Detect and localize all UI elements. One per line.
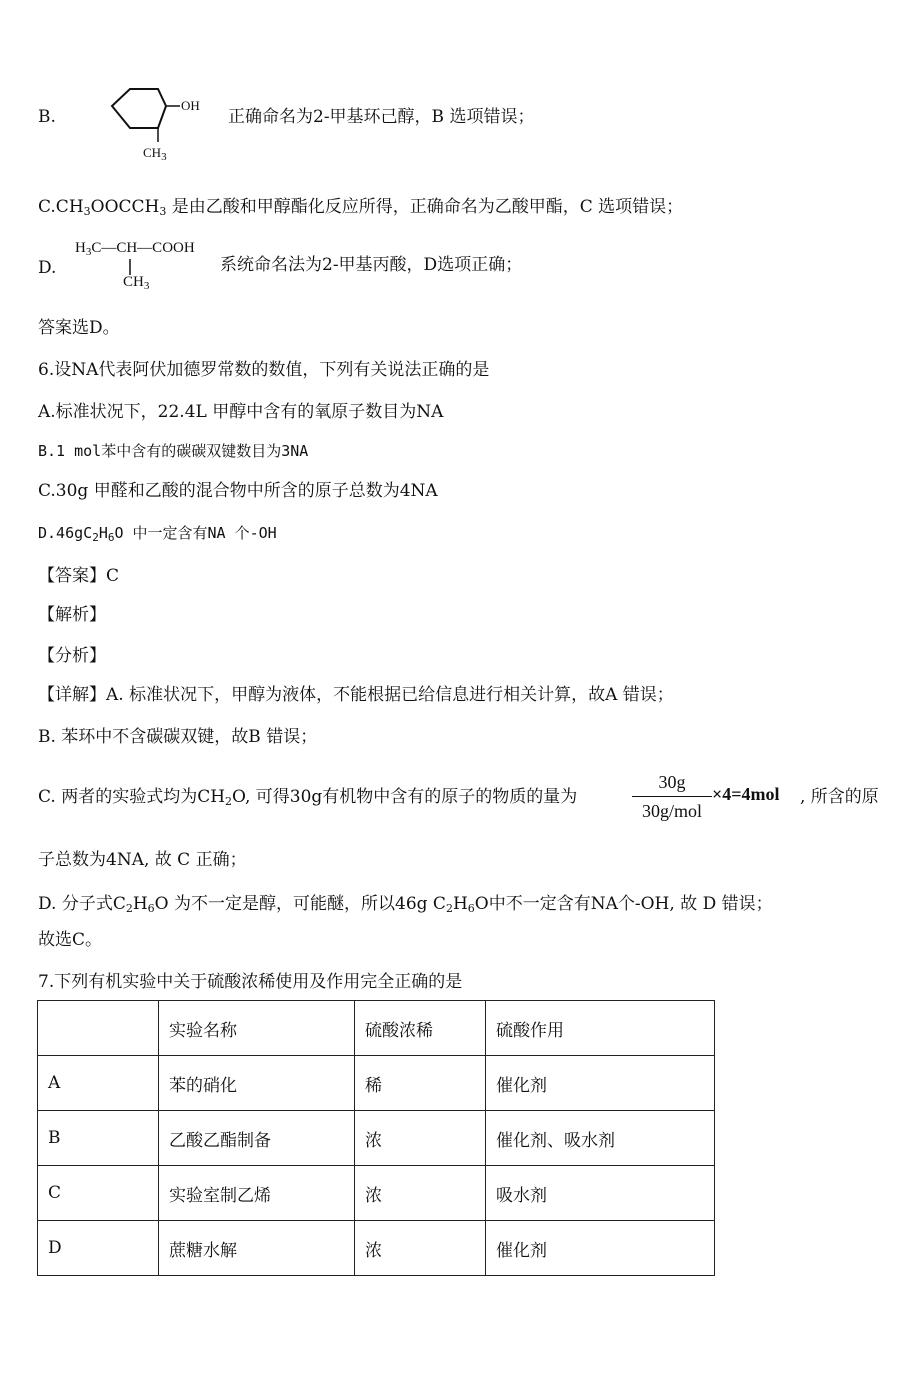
table-row <box>38 1111 715 1166</box>
ch3-label: $CH_3$ <box>143 145 167 163</box>
oh-label: OH <box>181 98 200 113</box>
methyl-label: $CH_3$ <box>123 274 150 292</box>
table-cell: B <box>38 1111 159 1166</box>
fraction-numerator: 30g <box>658 772 686 792</box>
q6-stem: 6.设NA代表阿伏加德罗常数的数值，下列有关说法正确的是 <box>38 360 490 380</box>
option-b-label: B. <box>38 107 56 127</box>
fraction-denominator: 30g/mol <box>641 801 702 821</box>
q6-fenxi: 【分析】 <box>38 646 106 666</box>
fraction-multiplier: ×4=4mol <box>712 784 780 804</box>
table-cell: D <box>38 1221 159 1276</box>
q6-detail-b: B. 苯环中不含碳碳双键，故B 错误； <box>38 727 318 747</box>
table-header-cell: 实验名称 <box>159 1001 355 1056</box>
q6-detail-a: 【详解】A. 标准状况下，甲醇为液体，不能根据已给信息进行相关计算，故A 错误； <box>38 685 674 705</box>
mole-fraction <box>632 770 712 823</box>
q6-jiexi: 【解析】 <box>38 605 106 625</box>
table-row <box>38 1056 715 1111</box>
option-b-text: 正确命名为2-甲基环己醇，B 选项错误； <box>228 107 535 127</box>
q6-detail-c: C. 两者的实验式均为$CH_2O$, 可得30g有机物中含有的原子的物质的量为 <box>38 787 578 808</box>
q6-option-d: $D.46gC_2H_6O$ 中一定含有NA 个-OH <box>38 524 277 544</box>
q6-option-a: A.标准状况下，22.4L 甲醇中含有的氧原子数目为NA <box>38 402 444 422</box>
acid-chain: $H_3C—CH—COOH$ <box>75 240 195 258</box>
table-header-cell <box>38 1001 159 1056</box>
table-cell: 浓 <box>355 1166 486 1221</box>
q6-option-c: C.30g 甲醛和乙酸的混合物中所含的原子总数为4NA <box>38 481 438 501</box>
table-cell: 催化剂 <box>486 1221 715 1276</box>
table-header-cell: 硫酸浓稀 <box>355 1001 486 1056</box>
option-d-label: D. <box>38 258 57 278</box>
q6-detail-d: D. 分子式$C_2H_6O$ 为不一定是醇，可能醚，所以46g $C_2H_6O$中不一定含有NA个-OH, 故 D 错误； <box>38 894 773 915</box>
option-d-text: 系统命名法为2-甲基丙酸，D选项正确； <box>220 255 523 275</box>
table-cell: 蔗糖水解 <box>159 1221 355 1276</box>
q6-detail-c-end: , 所含的原 <box>800 787 879 807</box>
table-cell: C <box>38 1166 159 1221</box>
q6-detail-c2: 子总数为4NA, 故 C 正确； <box>38 850 247 870</box>
table-cell: 苯的硝化 <box>159 1056 355 1111</box>
table-cell: 浓 <box>355 1111 486 1166</box>
table-cell: A <box>38 1056 159 1111</box>
table-header-cell: 硫酸作用 <box>486 1001 715 1056</box>
table-row <box>38 1166 715 1221</box>
q7-stem: 7.下列有机实验中关于硫酸浓稀使用及作用完全正确的是 <box>38 972 463 992</box>
option-c-text: $C.CH_3OOCCH_3$ 是由乙酸和甲醇酯化反应所得，正确命名为乙酸甲酯，C 选项错误； <box>38 197 684 218</box>
table-row <box>38 1221 715 1276</box>
q6-option-b: B.1 mol苯中含有的碳碳双键数目为3NA <box>38 442 309 460</box>
table-cell: 乙酸乙酯制备 <box>159 1111 355 1166</box>
table-cell: 实验室制乙烯 <box>159 1166 355 1221</box>
table-cell: 催化剂、吸水剂 <box>486 1111 715 1166</box>
table-cell: 稀 <box>355 1056 486 1111</box>
table-cell: 催化剂 <box>486 1056 715 1111</box>
answer-q5: 答案选D。 <box>38 318 120 338</box>
q6-conclusion: 故选C。 <box>38 930 103 950</box>
experiment-table <box>37 1000 715 1276</box>
table-header-row <box>38 1001 715 1056</box>
table-cell: 吸水剂 <box>486 1166 715 1221</box>
table-cell: 浓 <box>355 1221 486 1276</box>
q6-answer: 【答案】C <box>38 566 120 586</box>
